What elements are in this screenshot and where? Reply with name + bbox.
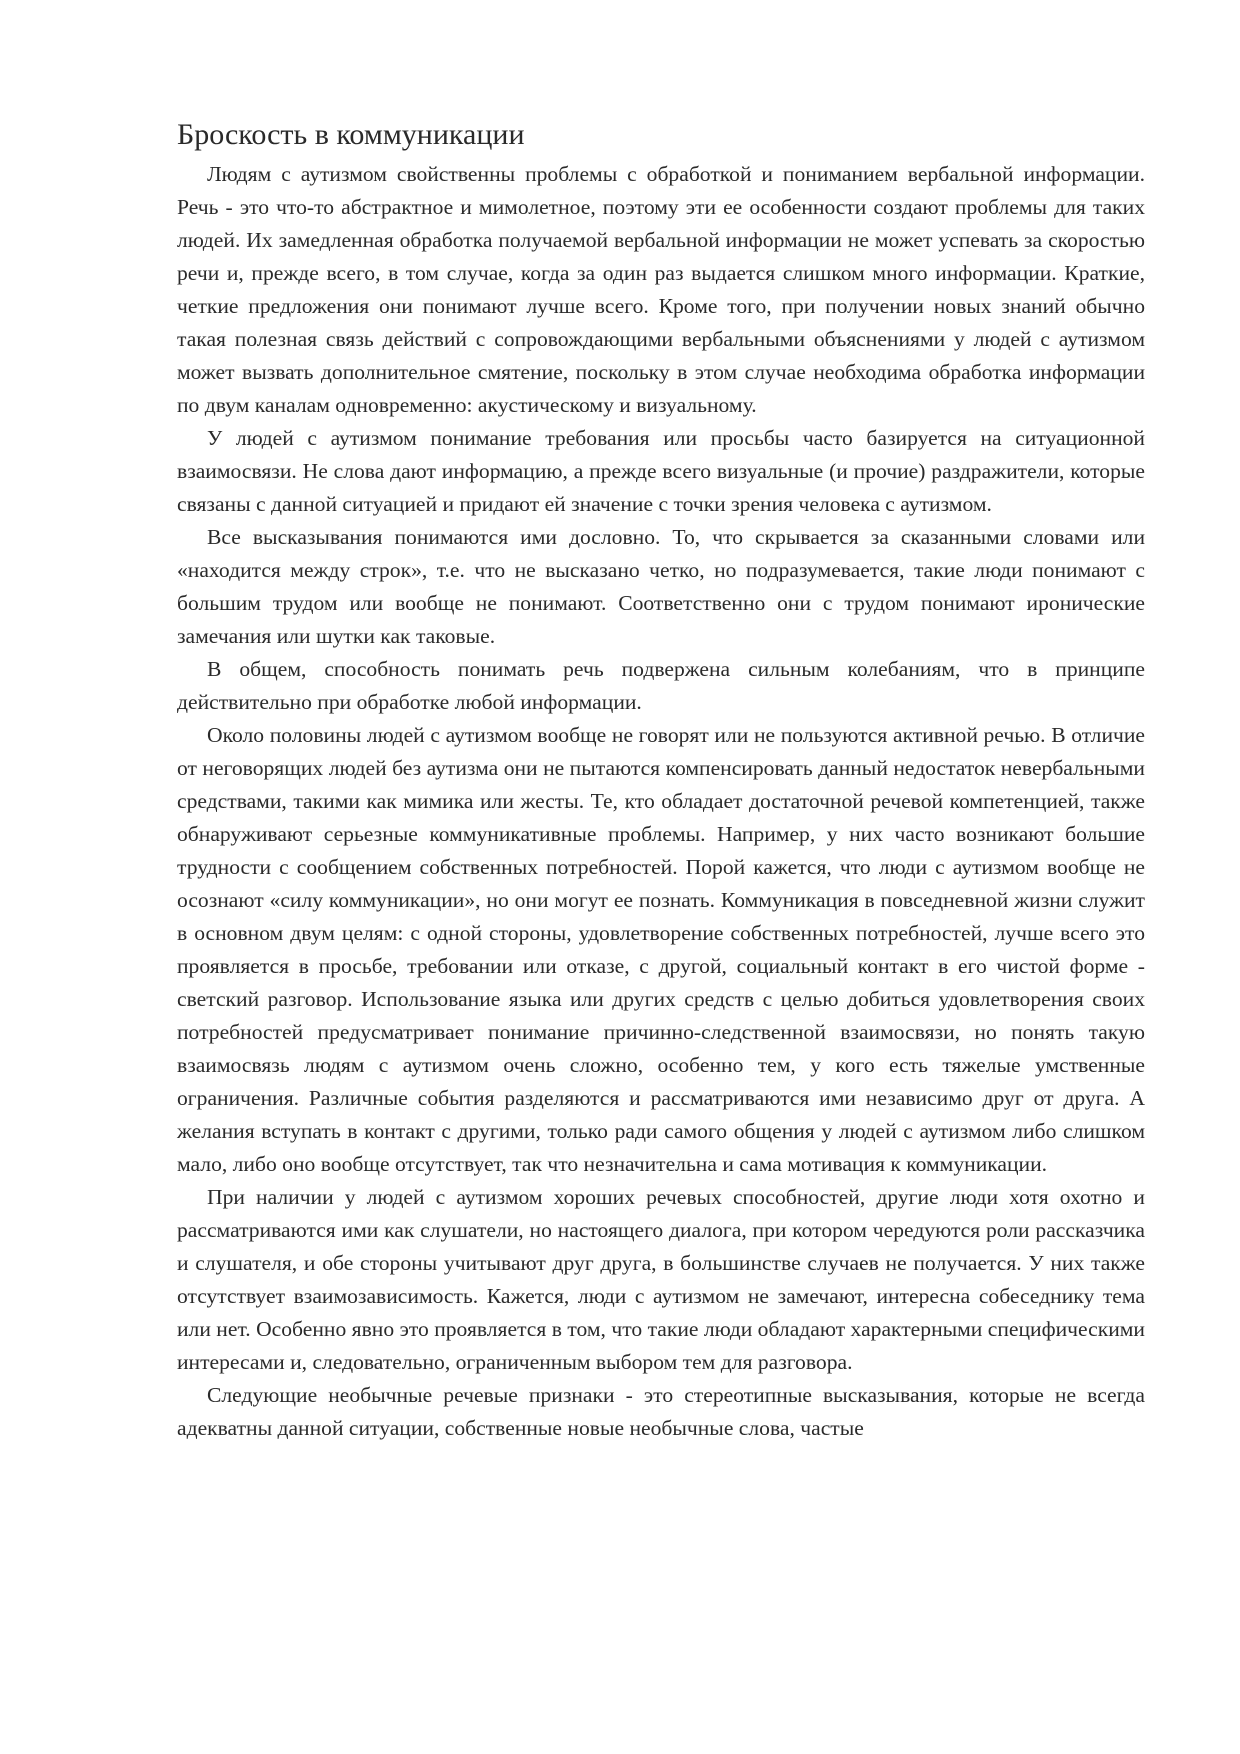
paragraph-2: У людей с аутизмом понимание требования или просьбы часто базируется на ситуационной взаимосвязи. Не слова дают информацию, а прежде всего визуальные (и прочие) раздражители, которые связаны с данной ситуацией и придают ей значение с точки зрения человека с аутизмом. [177,426,1145,516]
paragraph-6: При наличии у людей с аутизмом хороших речевых способностей, другие люди хотя охотно и рассматриваются ими как слушатели, но настоящего диалога, при котором чередуются роли рассказчика и слушателя, и обе стороны учитывают друг друга, в большинстве случаев не получается. У них также отсутствует взаимозависимость. Кажется, люди с аутизмом не замечают, интересна собеседнику тема или нет. Особенно явно это проявляется в том, что такие люди обладают характерными специфическими интересами и, следовательно, ограниченным выбором тем для разговора. [177,1185,1145,1374]
section-heading: Броскость в коммуникации [177,118,525,151]
document-page [177,116,1145,1445]
paragraph-7: Следующие необычные речевые признаки - это стереотипные высказывания, которые не всегда адекватны данной ситуации, собственные новые необычные слова, частые [177,1383,1145,1440]
paragraph-1: Людям с аутизмом свойственны проблемы с обработкой и пониманием вербальной информации. Речь - это что-то абстрактное и мимолетное, поэтому эти ее особенности создают проблемы для таких людей. Их замедленная обработка получаемой вербальной информации не может успевать за скоростью речи и, прежде всего, в том случае, когда за один раз выдается слишком много информации. Краткие, четкие предложения они понимают лучше всего. Кроме того, при получении новых знаний обычно такая полезная связь действий с сопровождающими вербальными объяснениями у людей с аутизмом может вызвать дополнительное смятение, поскольку в этом случае необходима обработка информации по двум каналам одновременно: акустическому и визуальному. [177,162,1145,417]
paragraph-5: Около половины людей с аутизмом вообще не говорят или не пользуются активной речью. В отличие от неговорящих людей без аутизма они не пытаются компенсировать данный недостаток невербальными средствами, такими как мимика или жесты. Те, кто обладает достаточной речевой компетенцией, также обнаруживают серьезные коммуникативные проблемы. Например, у них часто возникают большие трудности с сообщением собственных потребностей. Порой кажется, что люди с аутизмом вообще не осознают «силу коммуникации», но они могут ее познать. Коммуникация в повседневной жизни служит в основном двум целям: с одной стороны, удовлетворение собственных потребностей, лучше всего это проявляется в просьбе, требовании или отказе, с другой, социальный контакт в его чистой форме - светский разговор. Использование языка или других средств с целью добиться удовлетворения своих потребностей предусматривает понимание причинно-следственной взаимосвязи, но понять такую взаимосвязь людям с аутизмом очень сложно, особенно тем, у кого есть тяжелые умственные ограничения. Различные события разделяются и рассматриваются ими независимо друг от друга. А желания вступать в контакт с другими, только ради самого общения у людей с аутизмом либо слишком мало, либо оно вообще отсутствует, так что незначительна и сама мотивация к коммуникации. [177,723,1145,1176]
paragraph-3: Все высказывания понимаются ими дословно. То, что скрывается за сказанными словами или «находится между строк», т.е. что не высказано четко, но подразумевается, такие люди понимают с большим трудом или вообще не понимают. Соответственно они с трудом понимают иронические замечания или шутки как таковые. [177,525,1145,648]
paragraph-4: В общем, способность понимать речь подвержена сильным колебаниям, что в принципе действительно при обработке любой информации. [177,657,1145,714]
